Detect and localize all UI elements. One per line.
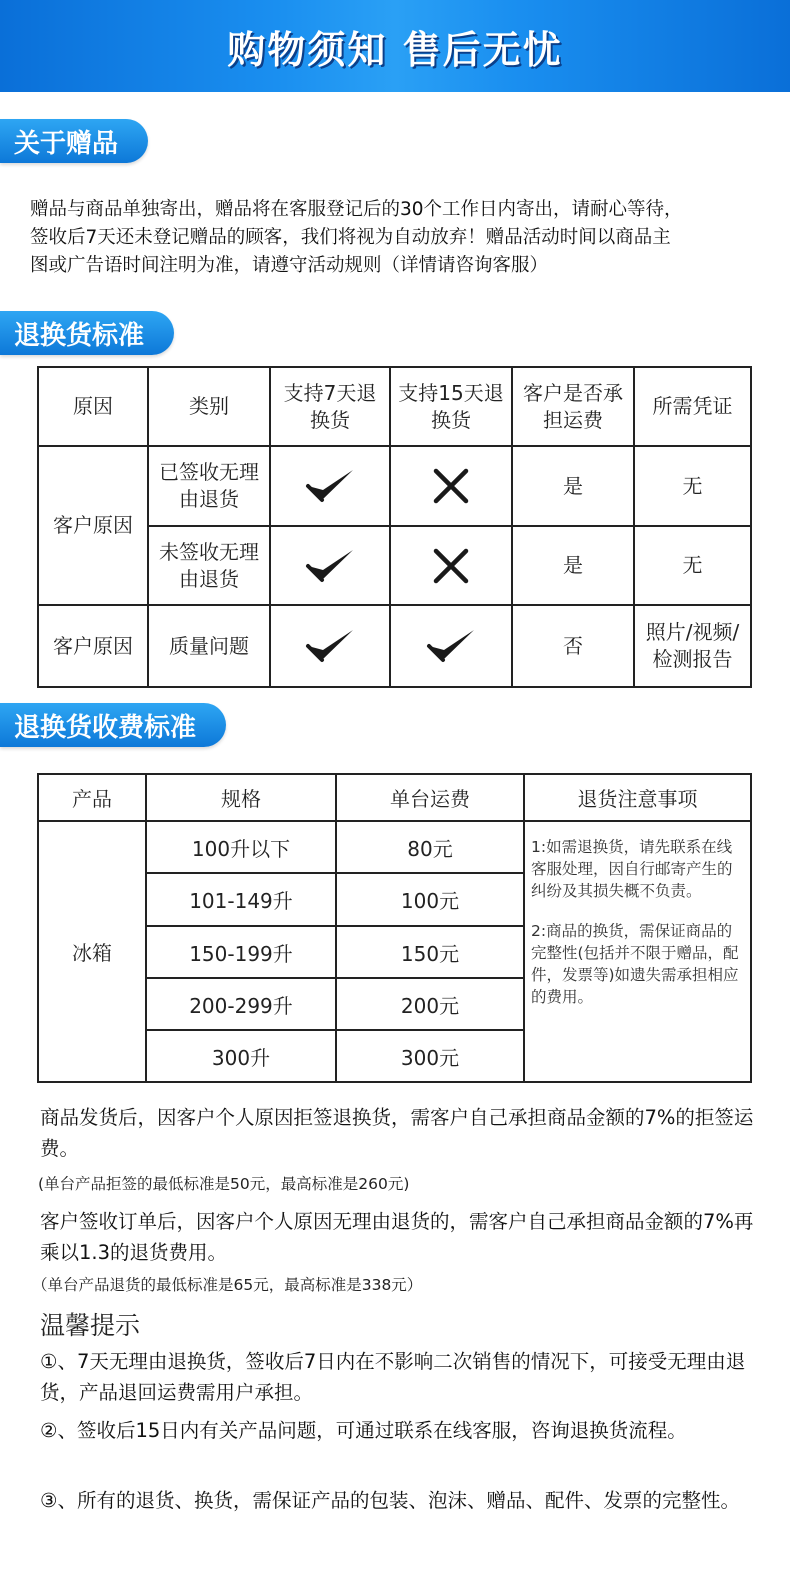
header-cell: 单台运费 [336, 774, 524, 821]
fee-cell: 100元 [336, 873, 524, 926]
tip-item: ③、所有的退货、换货，需保证产品的包装、泡沫、赠品、配件、发票的完整性。 [40, 1489, 740, 1512]
header-cell: 支持15天退换货 [390, 367, 512, 446]
header-cell: 退货注意事项 [524, 774, 751, 821]
gift-line: 签收后7天还未登记赠品的顾客，我们将视为自动放弃！赠品活动时间以商品主 [30, 227, 671, 248]
tip-item: ②、签收后15日内有关产品问题，可通过联系在线客服，咨询退换货流程。 [40, 1419, 687, 1442]
gift-line: 图或广告语时间注明为准，请遵守活动规则（详情请咨询客服） [30, 255, 549, 276]
proof-cell: 无 [634, 446, 751, 526]
fee-standard-heading: 退换货收费标准 [14, 712, 197, 743]
gift-heading: 关于赠品 [14, 128, 119, 159]
header-cell: 类别 [148, 367, 270, 446]
gift-paragraph [30, 196, 770, 280]
spec-cell: 100升以下 [146, 821, 336, 873]
proof-cell: 无 [634, 526, 751, 605]
section-tag-gift [0, 119, 148, 163]
product-cell: 冰箱 [38, 821, 146, 1082]
fee-standard-table [37, 773, 752, 1083]
table-header-row [38, 367, 751, 446]
return-note: 1:如需退换货，请先联系在线客服处理，因自行邮寄产生的纠纷及其损失概不负责。 [531, 838, 733, 900]
freight-cell: 否 [512, 605, 634, 687]
check-icon [304, 546, 356, 586]
return-standard-heading: 退换货标准 [14, 320, 145, 351]
category-cell: 质量问题 [148, 605, 270, 687]
reject-policy-text: 商品发货后，因客户个人原因拒签退换货，需客户自己承担商品金额的7%的拒签运费。 [40, 1106, 754, 1160]
header-cell: 支持7天退换货 [270, 367, 390, 446]
fee-cell: 200元 [336, 978, 524, 1030]
banner-title: 购物须知 售后无忧 [227, 27, 563, 72]
cross-icon [431, 546, 471, 586]
section-tag-return-standard [0, 311, 174, 355]
support-15-cell [390, 605, 512, 687]
spec-cell: 300升 [146, 1030, 336, 1082]
return-policy-note: （单台产品退货的最低标准是65元，最高标准是338元） [32, 1276, 423, 1294]
header-cell: 客户是否承担运费 [512, 367, 634, 446]
fee-cell: 80元 [336, 821, 524, 873]
category-cell: 已签收无理由退货 [148, 446, 270, 526]
table-header-row [38, 774, 751, 821]
gift-line: 赠品与商品单独寄出，赠品将在客服登记后的30个工作日内寄出，请耐心等待， [30, 199, 683, 220]
support-7-cell [270, 446, 390, 526]
return-note: 2:商品的换货，需保证商品的完整性(包括并不限于赠品，配件，发票等)如遗失需承担相应的费用。 [531, 922, 739, 1006]
support-15-cell [390, 526, 512, 605]
spec-cell: 200-299升 [146, 978, 336, 1030]
return-notes-cell [524, 821, 751, 1082]
header-cell: 原因 [38, 367, 148, 446]
check-icon [304, 626, 356, 666]
check-icon [425, 626, 477, 666]
spec-cell: 101-149升 [146, 873, 336, 926]
header-banner [0, 0, 790, 92]
header-cell: 产品 [38, 774, 146, 821]
section-tag-fee-standard [0, 703, 226, 747]
table-row [38, 821, 751, 873]
reason-cell: 客户原因 [38, 605, 148, 687]
table-row [38, 446, 751, 526]
proof-cell: 照片/视频/检测报告 [634, 605, 751, 687]
freight-cell: 是 [512, 446, 634, 526]
freight-cell: 是 [512, 526, 634, 605]
tips-heading: 温馨提示 [40, 1311, 141, 1340]
reason-cell: 客户原因 [38, 446, 148, 605]
tip-item: ①、7天无理由退换货，签收后7日内在不影响二次销售的情况下，可接受无理由退货，产品退回运费需用户承担。 [40, 1350, 746, 1404]
fee-cell: 150元 [336, 926, 524, 978]
spec-cell: 150-199升 [146, 926, 336, 978]
check-icon [304, 466, 356, 506]
table-row [38, 605, 751, 687]
cross-icon [431, 466, 471, 506]
support-15-cell [390, 446, 512, 526]
support-7-cell [270, 605, 390, 687]
header-cell: 规格 [146, 774, 336, 821]
category-cell: 未签收无理由退货 [148, 526, 270, 605]
reject-policy-note: (单台产品拒签的最低标准是50元，最高标准是260元) [38, 1175, 410, 1193]
return-standard-table [37, 366, 752, 688]
support-7-cell [270, 526, 390, 605]
header-cell: 所需凭证 [634, 367, 751, 446]
return-policy-text: 客户签收订单后，因客户个人原因无理由退货的，需客户自己承担商品金额的7%再乘以1.3的退货费用。 [40, 1210, 754, 1264]
fee-cell: 300元 [336, 1030, 524, 1082]
